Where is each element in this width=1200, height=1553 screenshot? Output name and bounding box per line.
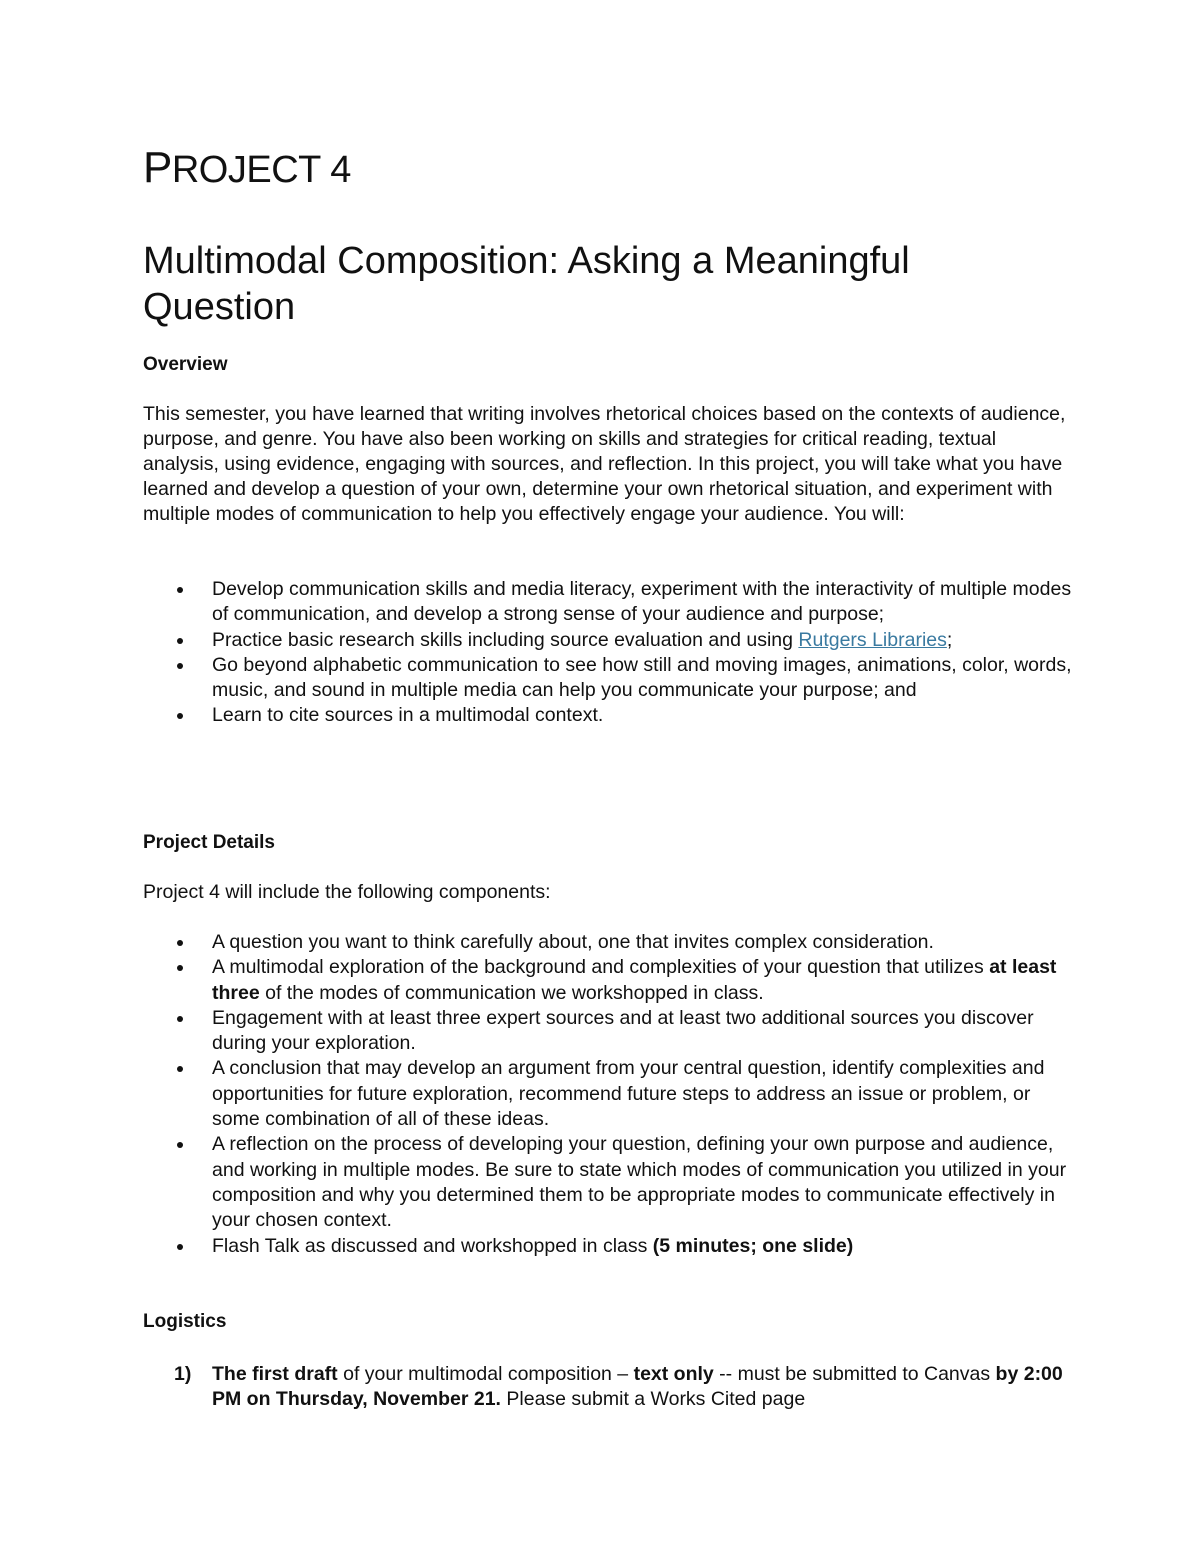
page-title: [143, 144, 351, 194]
overview-heading: Overview: [143, 354, 228, 375]
list-item: Develop communication skills and media literacy, experiment with the interactivity of multiple modes of communication, and develop a strong sense of your audience and purpose;: [143, 577, 1073, 628]
list-item: A conclusion that may develop an argument from your central question, identify complexities and opportunities for future exploration, recommend future steps to address an issue or problem, or some combination of all of these ideas.: [143, 1056, 1073, 1132]
page-subtitle: Multimodal Composition: Asking a Meaningful Question: [143, 240, 910, 328]
list-item: 1) The first draft of your multimodal composition – text only -- must be submitted to Canvas by 2:00 PM on Thursday, November 21. Please submit a Works Cited page: [174, 1363, 1063, 1411]
list-item: Engagement with at least three expert sources and at least two additional sources you discover during your exploration.: [143, 1006, 1073, 1057]
overview-paragraph: This semester, you have learned that writing involves rhetorical choices based on the contexts of audience, purpose, and genre. You have also been working on skills and strategies for critical reading, textual analysis, using evidence, engaging with sources, and reflection. In this project, you will take what you have learned and develop a question of your own, determine your own rhetorical situation, and experiment with multiple modes of communication to help you effectively engage your audience. You will:: [143, 403, 1066, 525]
list-item: Practice basic research skills including source evaluation and using Rutgers Libraries;: [143, 628, 1073, 653]
logistics-heading: Logistics: [143, 1311, 227, 1332]
rutgers-libraries-link[interactable]: Rutgers Libraries: [798, 628, 947, 651]
overview-bullet-list: [143, 577, 1073, 729]
list-item: A multimodal exploration of the background and complexities of your question that utilizes at least three of the modes of communication we workshopped in class.: [143, 955, 1073, 1006]
title-initial: P: [143, 143, 172, 192]
list-item: A question you want to think carefully about, one that invites complex consideration.: [143, 930, 1073, 955]
logistics-numbered-list: [143, 1362, 1073, 1413]
project-details-intro: Project 4 will include the following components:: [143, 881, 551, 903]
list-item: Learn to cite sources in a multimodal context.: [143, 703, 1073, 728]
list-item: A reflection on the process of developing your question, defining your own purpose and audience, and working in multiple modes. Be sure to state which modes of communication you utilized in your composition and why you determined them to be appropriate modes to communicate effectively in your chosen context.: [143, 1132, 1073, 1233]
project-details-bullet-list: [143, 930, 1073, 1259]
project-details-heading: Project Details: [143, 832, 275, 853]
list-number: 1): [174, 1363, 192, 1385]
list-item: Go beyond alphabetic communication to see how still and moving images, animations, color, words, music, and sound in multiple media can help you communicate your purpose; and: [143, 653, 1073, 704]
list-item: Flash Talk as discussed and workshopped in class (5 minutes; one slide): [143, 1234, 1073, 1259]
title-rest: ROJECT 4: [171, 149, 351, 191]
